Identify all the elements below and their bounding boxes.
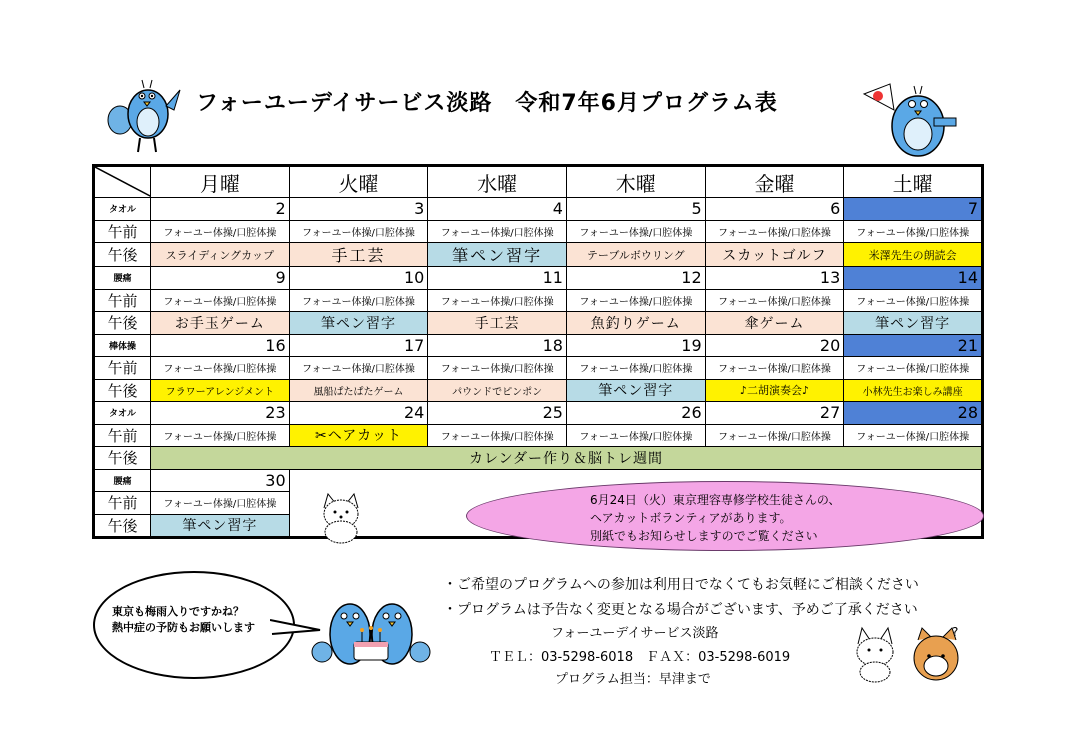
week-2-exercise-label: 腰痛 xyxy=(94,267,151,290)
notice-consultation: ・ご希望のプログラムへの参加は利用日でなくてもお気軽にご相談ください xyxy=(443,577,919,593)
pm-activity: 筆ペン習字 xyxy=(428,243,567,267)
week-3-date-row xyxy=(94,334,983,357)
am-activity: フォーユー体操/口腔体操 xyxy=(428,424,567,447)
date-cell: 11 xyxy=(428,267,567,290)
am-activity: フォーユー体操/口腔体操 xyxy=(151,220,290,243)
week-2-pm-row xyxy=(94,312,983,335)
pm-activity: ♪二胡演奏会♪ xyxy=(705,379,844,402)
date-cell: 4 xyxy=(428,198,567,221)
week-1-am-row xyxy=(94,220,983,243)
speech-line: 東京も梅雨入りですかね？ xyxy=(112,605,244,618)
haircut-notice-text xyxy=(590,491,840,545)
date-cell: 3 xyxy=(289,198,428,221)
pm-label: 午後 xyxy=(94,243,151,267)
pm-activity: フラワーアレンジメント xyxy=(151,379,290,402)
date-cell: 23 xyxy=(151,402,290,425)
header-saturday: 土曜 xyxy=(844,166,983,198)
am-label: 午前 xyxy=(94,424,151,447)
pm-activity: 手工芸 xyxy=(428,312,567,335)
header-wednesday: 水曜 xyxy=(428,166,567,198)
pm-activity: テーブルボウリング xyxy=(566,243,705,267)
header-thursday: 木曜 xyxy=(566,166,705,198)
week-2-am-row xyxy=(94,289,983,312)
pm-activity: 魚釣りゲーム xyxy=(566,312,705,335)
date-cell: 10 xyxy=(289,267,428,290)
date-cell: 17 xyxy=(289,334,428,357)
pm-activity: 米澤先生の朗読会 xyxy=(844,243,983,267)
program-calendar xyxy=(92,164,984,539)
date-cell: 5 xyxy=(566,198,705,221)
peacock-mascot-left-icon xyxy=(104,76,184,160)
date-cell: 2 xyxy=(151,198,290,221)
notice-line: 6月24日（火）東京理容専修学校生徒さんの、 xyxy=(590,493,841,507)
weekday-header-row xyxy=(94,166,983,198)
date-cell-saturday: 14 xyxy=(844,267,983,290)
pm-activity: 筆ペン習字 xyxy=(289,312,428,335)
page-title: フォーユーデイサービス淡路 令和7年6月プログラム表 xyxy=(196,91,778,116)
week-5-exercise-label: 腰痛 xyxy=(94,469,151,492)
date-cell: 26 xyxy=(566,402,705,425)
notice-line: 別紙でもお知らせしますのでご覧ください xyxy=(590,529,818,543)
am-activity-haircut: ✂ヘアカット xyxy=(289,424,428,447)
company-name: フォーユーデイサービス淡路 xyxy=(551,626,719,641)
staff-contact: プログラム担当：早津まで xyxy=(555,672,711,687)
dogs-icon xyxy=(852,624,962,684)
pm-activity: パウンドでピンポン xyxy=(428,379,567,402)
pm-activity: 筆ペン習字 xyxy=(151,514,290,538)
am-activity: フォーユー体操/口腔体操 xyxy=(705,220,844,243)
pm-activity: 筆ペン習字 xyxy=(566,379,705,402)
white-dog-icon xyxy=(316,490,366,544)
date-cell: 27 xyxy=(705,402,844,425)
week-4-am-row xyxy=(94,424,983,447)
date-cell: 30 xyxy=(151,469,290,492)
am-activity: フォーユー体操/口腔体操 xyxy=(566,220,705,243)
am-activity: フォーユー体操/口腔体操 xyxy=(844,357,983,380)
pm-label: 午後 xyxy=(94,379,151,402)
am-activity: フォーユー体操/口腔体操 xyxy=(289,220,428,243)
am-activity: フォーユー体操/口腔体操 xyxy=(151,357,290,380)
week-1-date-row xyxy=(94,198,983,221)
date-cell: 20 xyxy=(705,334,844,357)
am-activity: フォーユー体操/口腔体操 xyxy=(151,424,290,447)
am-label: 午前 xyxy=(94,220,151,243)
am-activity: フォーユー体操/口腔体操 xyxy=(844,289,983,312)
am-activity: フォーユー体操/口腔体操 xyxy=(705,424,844,447)
notice-change: ・プログラムは予告なく変更となる場合がございます、予めご了承ください xyxy=(443,602,918,618)
pm-label: 午後 xyxy=(94,447,151,470)
am-activity: フォーユー体操/口腔体操 xyxy=(151,289,290,312)
speech-text xyxy=(112,604,255,636)
am-activity: フォーユー体操/口腔体操 xyxy=(289,357,428,380)
am-activity: フォーユー体操/口腔体操 xyxy=(428,220,567,243)
header-monday: 月曜 xyxy=(151,166,290,198)
week-3-am-row xyxy=(94,357,983,380)
am-activity: フォーユー体操/口腔体操 xyxy=(705,289,844,312)
header-tuesday: 火曜 xyxy=(289,166,428,198)
week-3-pm-row xyxy=(94,379,983,402)
contact-info: ＴＥＬ：03-5298-6018 ＦＡＸ：03-5298-6019 xyxy=(489,650,791,665)
date-cell-saturday: 28 xyxy=(844,402,983,425)
date-cell: 19 xyxy=(566,334,705,357)
date-cell: 24 xyxy=(289,402,428,425)
week-4-exercise-label: タオル xyxy=(94,402,151,425)
pm-activity: 傘ゲーム xyxy=(705,312,844,335)
am-activity: フォーユー体操/口腔体操 xyxy=(566,424,705,447)
peacock-mascot-fan-icon xyxy=(860,80,968,162)
am-activity: フォーユー体操/口腔体操 xyxy=(844,424,983,447)
am-activity: フォーユー体操/口腔体操 xyxy=(566,289,705,312)
header-friday: 金曜 xyxy=(705,166,844,198)
date-cell-saturday: 21 xyxy=(844,334,983,357)
am-label: 午前 xyxy=(94,289,151,312)
date-cell: 25 xyxy=(428,402,567,425)
pm-activity: スライディングカップ xyxy=(151,243,290,267)
am-activity: フォーユー体操/口腔体操 xyxy=(428,357,567,380)
am-activity: フォーユー体操/口腔体操 xyxy=(566,357,705,380)
week-3-exercise-label: 棒体操 xyxy=(94,334,151,357)
svg-text:?: ? xyxy=(952,625,959,639)
peacocks-with-cake-icon xyxy=(310,588,432,672)
am-activity: フォーユー体操/口腔体操 xyxy=(705,357,844,380)
speech-line: 熱中症の予防もお願いします xyxy=(112,621,255,634)
am-activity: フォーユー体操/口腔体操 xyxy=(289,289,428,312)
pm-label: 午後 xyxy=(94,514,151,538)
am-activity: フォーユー体操/口腔体操 xyxy=(844,220,983,243)
date-cell: 12 xyxy=(566,267,705,290)
week-4-pm-row xyxy=(94,447,983,470)
pm-activity: 風船ぱたぱたゲーム xyxy=(289,379,428,402)
pm-activity: 小林先生お楽しみ講座 xyxy=(844,379,983,402)
week-2-date-row xyxy=(94,267,983,290)
date-cell: 9 xyxy=(151,267,290,290)
diagonal-line-icon xyxy=(95,167,151,197)
week-4-date-row xyxy=(94,402,983,425)
date-cell: 16 xyxy=(151,334,290,357)
week-1-pm-row xyxy=(94,243,983,267)
date-cell-saturday: 7 xyxy=(844,198,983,221)
pm-activity: お手玉ゲーム xyxy=(151,312,290,335)
week-1-exercise-label: タオル xyxy=(94,198,151,221)
am-activity: フォーユー体操/口腔体操 xyxy=(428,289,567,312)
pm-activity: 筆ペン習字 xyxy=(844,312,983,335)
pm-label: 午後 xyxy=(94,312,151,335)
notice-line: ヘアカットボランティアがあります。 xyxy=(590,511,792,525)
am-label: 午前 xyxy=(94,357,151,380)
date-cell: 18 xyxy=(428,334,567,357)
header-corner xyxy=(94,166,151,198)
pm-activity: 手工芸 xyxy=(289,243,428,267)
am-label: 午前 xyxy=(94,492,151,515)
pm-activity: スカットゴルフ xyxy=(705,243,844,267)
date-cell: 13 xyxy=(705,267,844,290)
date-cell: 6 xyxy=(705,198,844,221)
am-activity: フォーユー体操/口腔体操 xyxy=(151,492,290,515)
pm-activity-week-span: カレンダー作り＆脳トレ週間 xyxy=(151,447,983,470)
